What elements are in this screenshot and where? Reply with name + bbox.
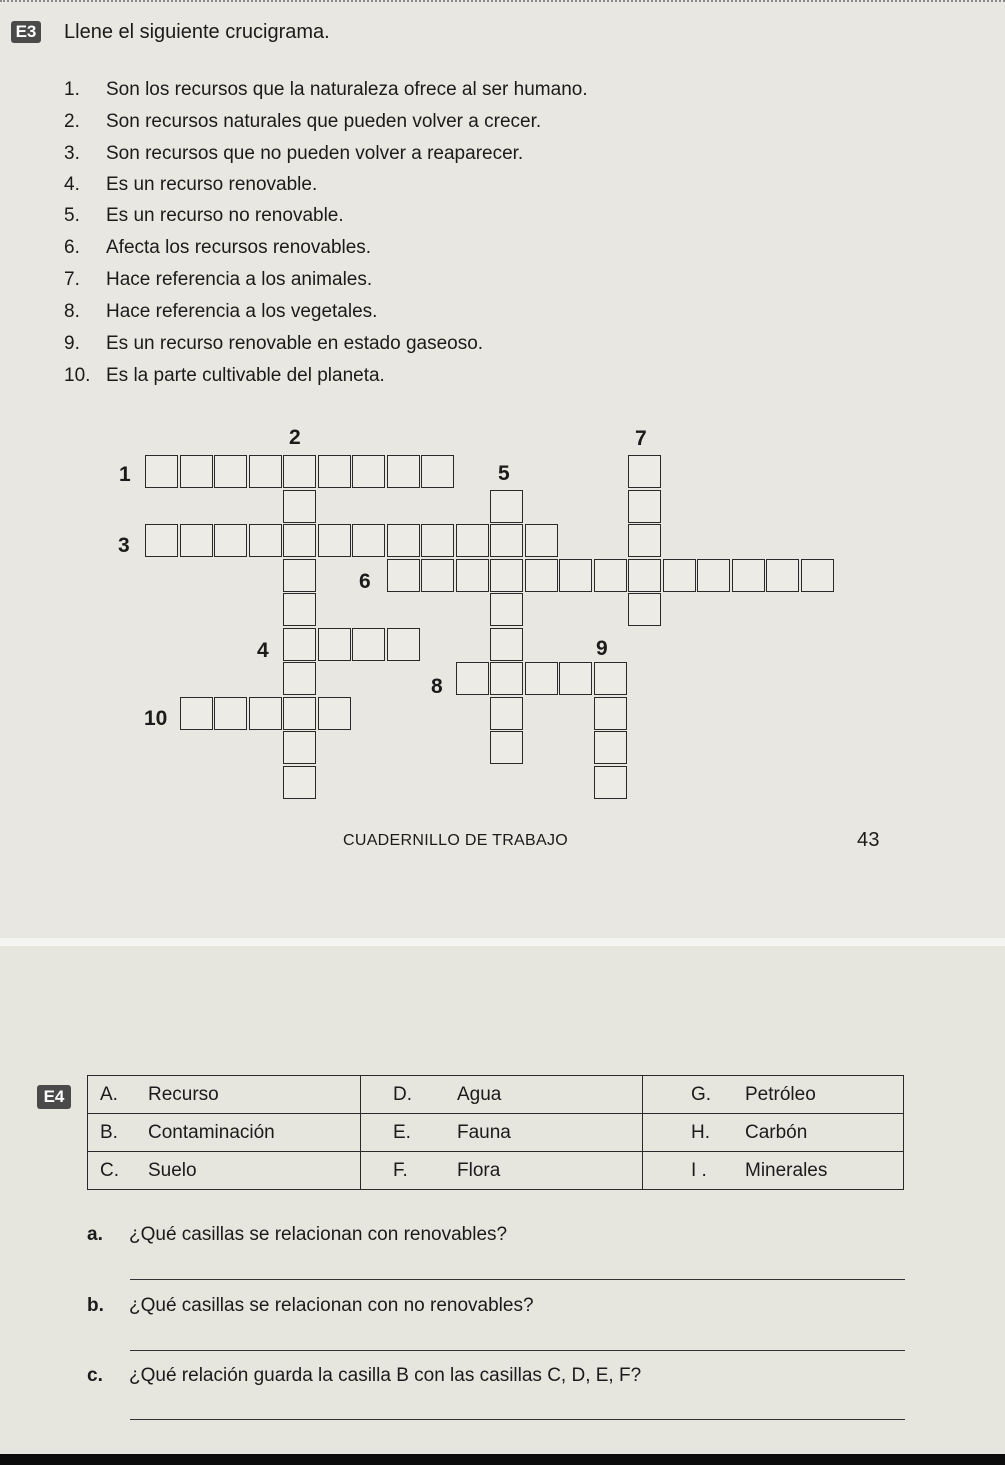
crossword-cell[interactable] bbox=[628, 593, 661, 626]
question-a: a. ¿Qué casillas se relacionan con renovables? bbox=[87, 1224, 508, 1245]
grid-number-7: 7 bbox=[635, 427, 647, 450]
crossword-cell[interactable] bbox=[318, 524, 351, 557]
grid-number-4: 4 bbox=[257, 639, 269, 662]
page-number: 43 bbox=[857, 829, 880, 851]
clue-3: 3. Son recursos que no pueden volver a reaparecer. bbox=[64, 143, 524, 164]
table-row bbox=[88, 1114, 904, 1152]
crossword-cell[interactable] bbox=[525, 662, 558, 695]
crossword-cell[interactable] bbox=[456, 524, 489, 557]
crossword-cell[interactable] bbox=[628, 490, 661, 523]
crossword-cell[interactable] bbox=[490, 662, 523, 695]
crossword-cell[interactable] bbox=[801, 559, 834, 592]
clue-4: 4. Es un recurso renovable. bbox=[64, 174, 318, 195]
crossword-cell[interactable] bbox=[283, 697, 316, 730]
clue-9: 9. Es un recurso renovable en estado gaseoso. bbox=[64, 333, 484, 354]
clue-8: 8. Hace referencia a los vegetales. bbox=[64, 301, 378, 322]
crossword-cell[interactable] bbox=[283, 524, 316, 557]
clue-2: 2. Son recursos naturales que pueden volver a crecer. bbox=[64, 111, 542, 132]
crossword-cell[interactable] bbox=[283, 662, 316, 695]
crossword-cell[interactable] bbox=[249, 697, 282, 730]
grid-number-10: 10 bbox=[144, 707, 168, 730]
crossword-cell[interactable] bbox=[387, 628, 420, 661]
page-separator bbox=[0, 938, 1005, 946]
crossword-cell[interactable] bbox=[490, 697, 523, 730]
option-cell-i: I . Minerales bbox=[643, 1152, 904, 1190]
crossword-cell[interactable] bbox=[180, 455, 213, 488]
answer-line-b[interactable] bbox=[130, 1350, 905, 1351]
crossword-cell[interactable] bbox=[180, 697, 213, 730]
crossword-cell[interactable] bbox=[663, 559, 696, 592]
crossword-cell[interactable] bbox=[525, 524, 558, 557]
crossword-cell[interactable] bbox=[214, 697, 247, 730]
grid-number-2: 2 bbox=[289, 426, 301, 449]
crossword-cell[interactable] bbox=[318, 628, 351, 661]
crossword-cell[interactable] bbox=[318, 697, 351, 730]
crossword-cell[interactable] bbox=[525, 559, 558, 592]
crossword-cell[interactable] bbox=[628, 455, 661, 488]
crossword-cell[interactable] bbox=[352, 628, 385, 661]
clue-6: 6. Afecta los recursos renovables. bbox=[64, 237, 372, 258]
crossword-cell[interactable] bbox=[594, 559, 627, 592]
crossword-cell[interactable] bbox=[387, 524, 420, 557]
question-c: c. ¿Qué relación guarda la casilla B con las casillas C, D, E, F? bbox=[87, 1365, 642, 1386]
option-cell-h: H. Carbón bbox=[643, 1114, 904, 1152]
crossword-cell[interactable] bbox=[249, 524, 282, 557]
option-cell-c: C. Suelo bbox=[88, 1152, 361, 1190]
grid-number-3: 3 bbox=[118, 534, 130, 557]
crossword-cell[interactable] bbox=[490, 490, 523, 523]
crossword-cell[interactable] bbox=[490, 731, 523, 764]
crossword-cell[interactable] bbox=[594, 662, 627, 695]
grid-number-5: 5 bbox=[498, 462, 510, 485]
crossword-cell[interactable] bbox=[628, 524, 661, 557]
crossword-cell[interactable] bbox=[490, 524, 523, 557]
crossword-cell[interactable] bbox=[318, 455, 351, 488]
exercise-badge-e3: E3 bbox=[11, 21, 41, 43]
crossword-cell[interactable] bbox=[594, 766, 627, 799]
crossword-cell[interactable] bbox=[594, 731, 627, 764]
option-cell-b: B. Contaminación bbox=[88, 1114, 361, 1152]
crossword-cell[interactable] bbox=[283, 731, 316, 764]
option-cell-e: E. Fauna bbox=[361, 1114, 643, 1152]
grid-number-1: 1 bbox=[119, 463, 131, 486]
grid-number-6: 6 bbox=[359, 570, 371, 593]
crossword-cell[interactable] bbox=[249, 455, 282, 488]
crossword-cell[interactable] bbox=[352, 455, 385, 488]
crossword-cell[interactable] bbox=[766, 559, 799, 592]
crossword-cell[interactable] bbox=[145, 455, 178, 488]
crossword-cell[interactable] bbox=[283, 559, 316, 592]
crossword-cell[interactable] bbox=[628, 559, 661, 592]
crossword-cell[interactable] bbox=[456, 662, 489, 695]
crossword-cell[interactable] bbox=[421, 455, 454, 488]
crossword-cell[interactable] bbox=[214, 455, 247, 488]
crossword-cell[interactable] bbox=[421, 524, 454, 557]
crossword-cell[interactable] bbox=[283, 593, 316, 626]
crossword-cell[interactable] bbox=[490, 559, 523, 592]
answer-line-a[interactable] bbox=[130, 1279, 905, 1280]
crossword-cell[interactable] bbox=[594, 697, 627, 730]
table-row bbox=[88, 1076, 904, 1114]
crossword-cell[interactable] bbox=[283, 628, 316, 661]
grid-number-9: 9 bbox=[596, 637, 608, 660]
bottom-edge bbox=[0, 1454, 1005, 1465]
crossword-cell[interactable] bbox=[559, 559, 592, 592]
crossword-cell[interactable] bbox=[283, 455, 316, 488]
clue-10: 10. Es la parte cultivable del planeta. bbox=[64, 365, 385, 386]
workbook-title: CUADERNILLO DE TRABAJO bbox=[343, 832, 569, 849]
crossword-cell[interactable] bbox=[214, 524, 247, 557]
crossword-cell[interactable] bbox=[387, 559, 420, 592]
crossword-cell[interactable] bbox=[490, 593, 523, 626]
crossword-cell[interactable] bbox=[283, 490, 316, 523]
grid-number-8: 8 bbox=[431, 675, 443, 698]
option-cell-d: D. Agua bbox=[361, 1076, 643, 1114]
crossword-cell[interactable] bbox=[559, 662, 592, 695]
crossword-cell[interactable] bbox=[180, 524, 213, 557]
exercise-instruction: Llene el siguiente crucigrama. bbox=[64, 21, 330, 43]
crossword-cell[interactable] bbox=[421, 559, 454, 592]
clue-1: 1. Son los recursos que la naturaleza ofrece al ser humano. bbox=[64, 79, 588, 100]
clue-7: 7. Hace referencia a los animales. bbox=[64, 269, 373, 290]
options-table bbox=[87, 1075, 904, 1190]
crossword-cell[interactable] bbox=[352, 524, 385, 557]
option-cell-g: G. Petróleo bbox=[643, 1076, 904, 1114]
table-row bbox=[88, 1152, 904, 1190]
clue-5: 5. Es un recurso no renovable. bbox=[64, 205, 344, 226]
option-cell-f: F. Flora bbox=[361, 1152, 643, 1190]
crossword-cell[interactable] bbox=[145, 524, 178, 557]
crossword-cell[interactable] bbox=[283, 766, 316, 799]
answer-line-c[interactable] bbox=[130, 1419, 905, 1420]
question-b: b. ¿Qué casillas se relacionan con no renovables? bbox=[87, 1295, 534, 1316]
option-cell-a: A. Recurso bbox=[88, 1076, 361, 1114]
crossword-cell[interactable] bbox=[732, 559, 765, 592]
crossword-cell[interactable] bbox=[697, 559, 730, 592]
exercise-badge-e4: E4 bbox=[37, 1085, 71, 1109]
crossword-cell[interactable] bbox=[456, 559, 489, 592]
crossword-cell[interactable] bbox=[387, 455, 420, 488]
crossword-cell[interactable] bbox=[490, 628, 523, 661]
